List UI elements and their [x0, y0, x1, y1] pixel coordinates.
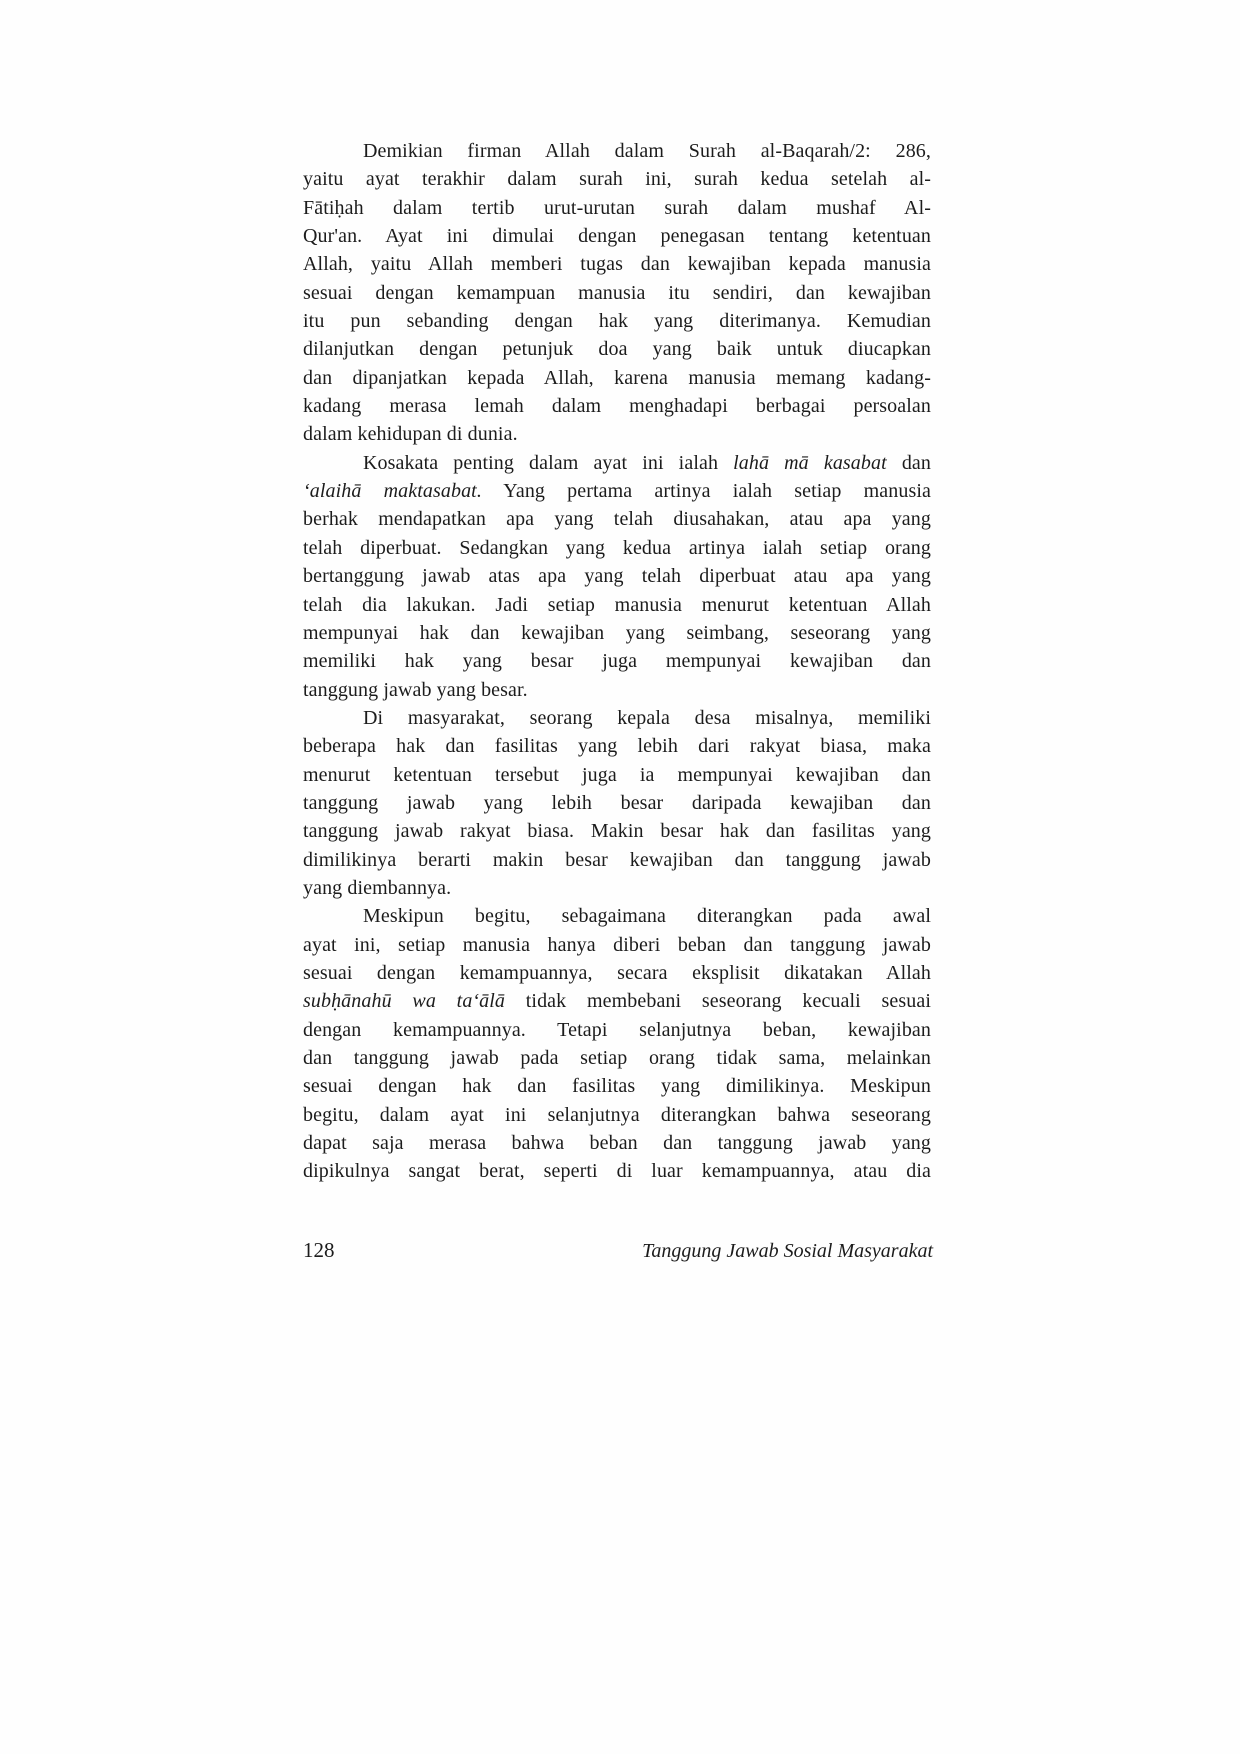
text-line	[303, 1044, 931, 1072]
text-run: Di masyarakat, seorang kepala desa misalnya, memiliki	[363, 706, 931, 729]
text-run: yaitu ayat terakhir dalam surah ini, surah kedua setelah al-	[303, 168, 931, 191]
text-run: begitu, dalam ayat ini selanjutnya diterangkan bahwa seseorang	[303, 1103, 931, 1126]
text-line	[303, 449, 931, 477]
text-line	[303, 789, 931, 817]
text-run: dan dipanjatkan kepada Allah, karena manusia memang kadang-	[303, 366, 931, 389]
text-line	[303, 1129, 931, 1157]
text-line	[303, 420, 931, 448]
text-run: kadang merasa lemah dalam menghadapi berbagai persoalan	[303, 395, 931, 418]
text-line	[303, 137, 931, 165]
text-run: memiliki hak yang besar juga mempunyai kewajiban dan	[303, 650, 931, 673]
text-line	[303, 817, 931, 845]
text-line	[303, 931, 931, 959]
body-text	[303, 137, 931, 1186]
page-number: 128	[303, 1238, 335, 1262]
italic-text-run: ‘alaihā maktasabat.	[303, 480, 482, 503]
text-run: Demikian firman Allah dalam Surah al-Baqarah/2: 286,	[363, 140, 931, 162]
text-line	[303, 619, 931, 647]
text-run: menurut ketentuan tersebut juga ia mempunyai kewajiban dan	[303, 763, 931, 786]
text-run: itu pun sebanding dengan hak yang diterimanya. Kemudian	[303, 310, 931, 333]
text-line	[303, 562, 931, 590]
text-line	[303, 874, 931, 902]
text-run: beberapa hak dan fasilitas yang lebih dari rakyat biasa, maka	[303, 735, 931, 758]
text-run: Meskipun begitu, sebagaimana diterangkan pada awal	[363, 905, 931, 928]
text-run: dipikulnya sangat berat, seperti di luar kemampuannya, atau dia	[303, 1160, 931, 1183]
text-line	[303, 392, 931, 420]
text-line	[303, 704, 931, 732]
text-run: dimilikinya berarti makin besar kewajiban dan tanggung jawab	[303, 848, 931, 871]
text-run: yang diembannya.	[303, 876, 452, 899]
text-run: tanggung jawab yang besar.	[303, 678, 528, 701]
text-line	[303, 676, 931, 704]
text-run: telah dia lakukan. Jadi setiap manusia menurut ketentuan Allah	[303, 593, 931, 616]
text-line	[303, 647, 931, 675]
text-line	[303, 959, 931, 987]
text-run: ayat ini, setiap manusia hanya diberi beban dan tanggung jawab	[303, 933, 931, 956]
text-line	[303, 335, 931, 363]
text-run: sesuai dengan hak dan fasilitas yang dimilikinya. Meskipun	[303, 1075, 931, 1098]
text-run: dilanjutkan dengan petunjuk doa yang baik untuk diucapkan	[303, 338, 931, 361]
text-line	[303, 591, 931, 619]
text-run: berhak mendapatkan apa yang telah diusahakan, atau apa yang	[303, 508, 931, 531]
text-run: dan tanggung jawab pada setiap orang tidak sama, melainkan	[303, 1047, 931, 1069]
text-run: tanggung jawab rakyat biasa. Makin besar hak dan fasilitas yang	[303, 820, 931, 843]
text-run: dengan kemampuannya. Tetapi selanjutnya beban, kewajiban	[303, 1018, 931, 1041]
italic-text-run: lahā mā kasabat	[733, 451, 887, 474]
text-line	[303, 534, 931, 562]
text-line	[303, 846, 931, 874]
page-footer	[303, 1238, 933, 1263]
text-line	[303, 364, 931, 392]
text-line	[303, 307, 931, 335]
text-line	[303, 732, 931, 760]
text-line	[303, 165, 931, 193]
text-line	[303, 477, 931, 505]
text-line	[303, 1016, 931, 1044]
text-run: Allah, yaitu Allah memberi tugas dan kewajiban kepada manusia	[303, 253, 931, 276]
paragraph	[303, 449, 931, 704]
text-run: Yang pertama artinya ialah setiap manusia	[481, 480, 931, 503]
text-run: sesuai dengan kemampuannya, secara eksplisit dikatakan Allah	[303, 961, 931, 984]
paragraph	[303, 902, 931, 1185]
text-line	[303, 902, 931, 930]
text-line	[303, 279, 931, 307]
text-line	[303, 1072, 931, 1100]
paragraph	[303, 704, 931, 902]
text-run: Qur'an. Ayat ini dimulai dengan penegasan tentang ketentuan	[303, 225, 931, 248]
text-line	[303, 987, 931, 1015]
text-run: sesuai dengan kemampuan manusia itu sendiri, dan kewajiban	[303, 281, 931, 304]
text-line	[303, 222, 931, 250]
text-run: mempunyai hak dan kewajiban yang seimbang, seseorang yang	[303, 621, 931, 644]
text-run: tanggung jawab yang lebih besar daripada kewajiban dan	[303, 791, 931, 814]
text-run: Kosakata penting dalam ayat ini ialah	[363, 451, 734, 474]
paragraph	[303, 137, 931, 449]
text-run: Fātiḥah dalam tertib urut-urutan surah dalam mushaf Al-	[303, 196, 931, 219]
text-line	[303, 250, 931, 278]
text-line	[303, 505, 931, 533]
text-run: tidak membebani seseorang kecuali sesuai	[505, 990, 931, 1013]
running-title: Tanggung Jawab Sosial Masyarakat	[642, 1240, 933, 1262]
text-run: telah diperbuat. Sedangkan yang kedua artinya ialah setiap orang	[303, 536, 931, 559]
text-run: dan	[886, 451, 931, 474]
text-line	[303, 1157, 931, 1185]
text-run: bertanggung jawab atas apa yang telah diperbuat atau apa yang	[303, 565, 931, 588]
italic-text-run: subḥānahū wa ta‘ālā	[303, 990, 506, 1013]
text-run: dalam kehidupan di dunia.	[303, 423, 518, 446]
text-line	[303, 761, 931, 789]
text-line	[303, 194, 931, 222]
text-run: dapat saja merasa bahwa beban dan tanggung jawab yang	[303, 1132, 931, 1155]
text-line	[303, 1101, 931, 1129]
